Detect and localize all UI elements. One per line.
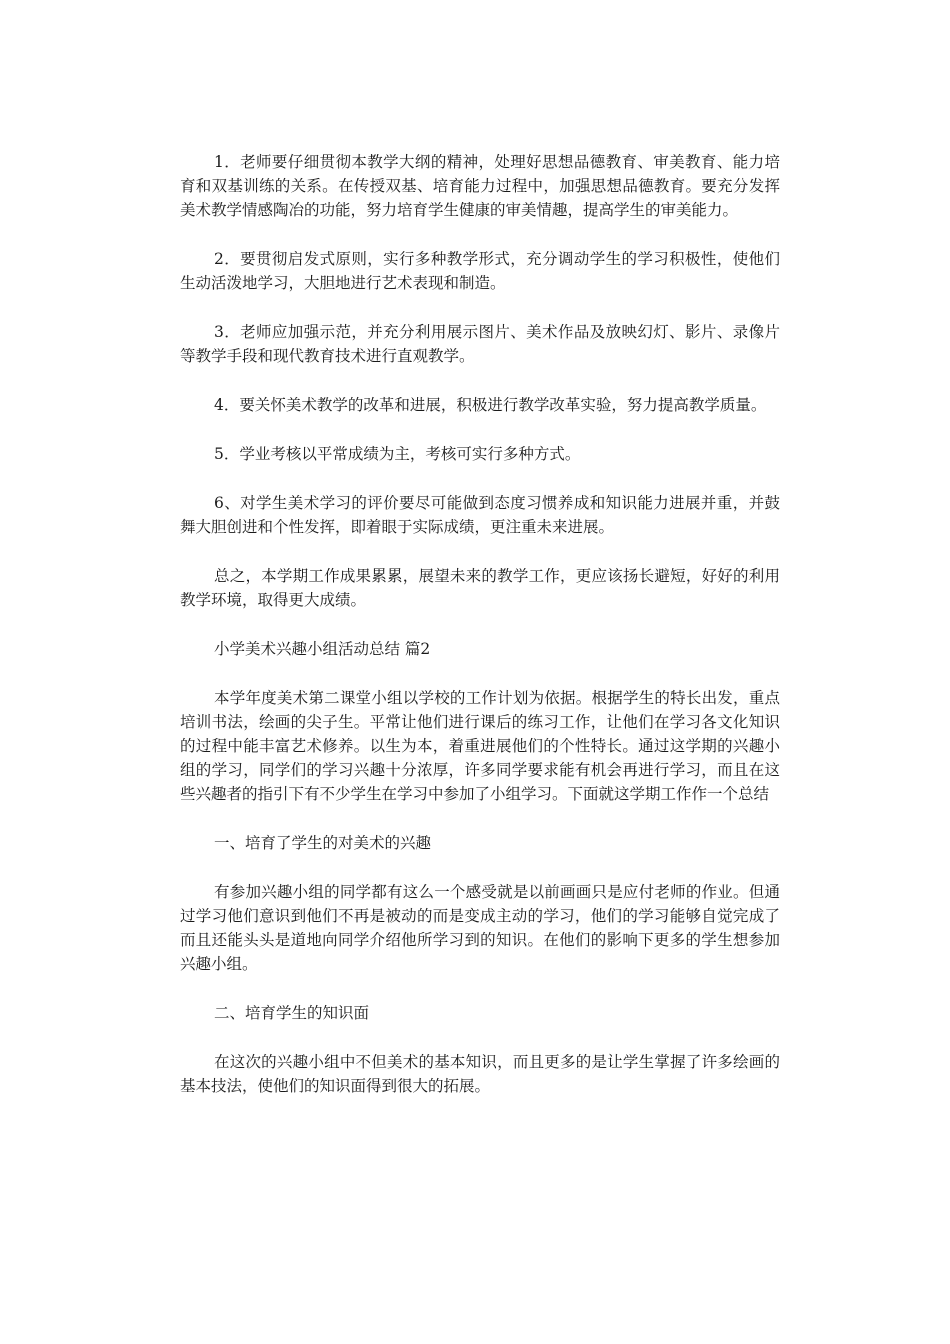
- paragraph-2: 2．要贯彻启发式原则，实行多种教学形式，充分调动学生的学习积极性，使他们生动活泼地学习，大胆地进行艺术表现和制造。: [180, 250, 780, 292]
- paragraph-5: 5．学业考核以平常成绩为主，考核可实行多种方式。: [214, 445, 581, 463]
- paragraph-intro: 本学年度美术第二课堂小组以学校的工作计划为依据。根据学生的特长出发，重点培训书法，绘画的尖子生。平常让他们进行课后的练习工作，让他们在学习各文化知识的过程中能丰富艺术修养。以生为本，着重进展他们的个性特长。通过这学期的兴趣小组的学习，同学们的学习兴趣十分浓厚，许多同学要求能有机会再进行学习，而且在这些兴趣者的指引下有不少学生在学习中参加了小组学习。下面就这学期工作作一个总结: [180, 689, 780, 803]
- paragraph-1: 1．老师要仔细贯彻本教学大纲的精神，处理好思想品德教育、审美教育、能力培育和双基训练的关系。在传授双基、培育能力过程中，加强思想品德教育。要充分发挥美术教学情感陶冶的功能，努力培育学生健康的审美情趣，提高学生的审美能力。: [180, 153, 780, 219]
- paragraph-summary: 总之，本学期工作成果累累，展望未来的教学工作，更应该扬长避短，好好的利用教学环境，取得更大成绩。: [180, 567, 780, 609]
- paragraph-knowledge: 在这次的兴趣小组中不但美术的基本知识，而且更多的是让学生掌握了许多绘画的基本技法，使他们的知识面得到很大的拓展。: [180, 1053, 780, 1095]
- subheading-knowledge: 二、培育学生的知识面: [214, 1004, 370, 1022]
- paragraph-3: 3．老师应加强示范，并充分利用展示图片、美术作品及放映幻灯、影片、录像片等教学手段和现代教育技术进行直观教学。: [180, 323, 780, 365]
- paragraph-6: 6、对学生美术学习的评价要尽可能做到态度习惯养成和知识能力进展并重，并鼓舞大胆创进和个性发挥，即着眼于实际成绩，更注重未来进展。: [180, 494, 780, 536]
- paragraph-4: 4．要关怀美术教学的改革和进展，积极进行教学改革实验，努力提高教学质量。: [214, 396, 767, 414]
- paragraph-interest: 有参加兴趣小组的同学都有这么一个感受就是以前画画只是应付老师的作业。但通过学习他们意识到他们不再是被动的而是变成主动的学习，他们的学习能够自觉完成了而且还能头头是道地向同学介绍他所学习到的知识。在他们的影响下更多的学生想参加兴趣小组。: [180, 883, 780, 973]
- document-body: [180, 150, 780, 1123]
- section-title: 小学美术兴趣小组活动总结 篇2: [214, 640, 431, 658]
- subheading-interest: 一、培育了学生的对美术的兴趣: [214, 834, 432, 852]
